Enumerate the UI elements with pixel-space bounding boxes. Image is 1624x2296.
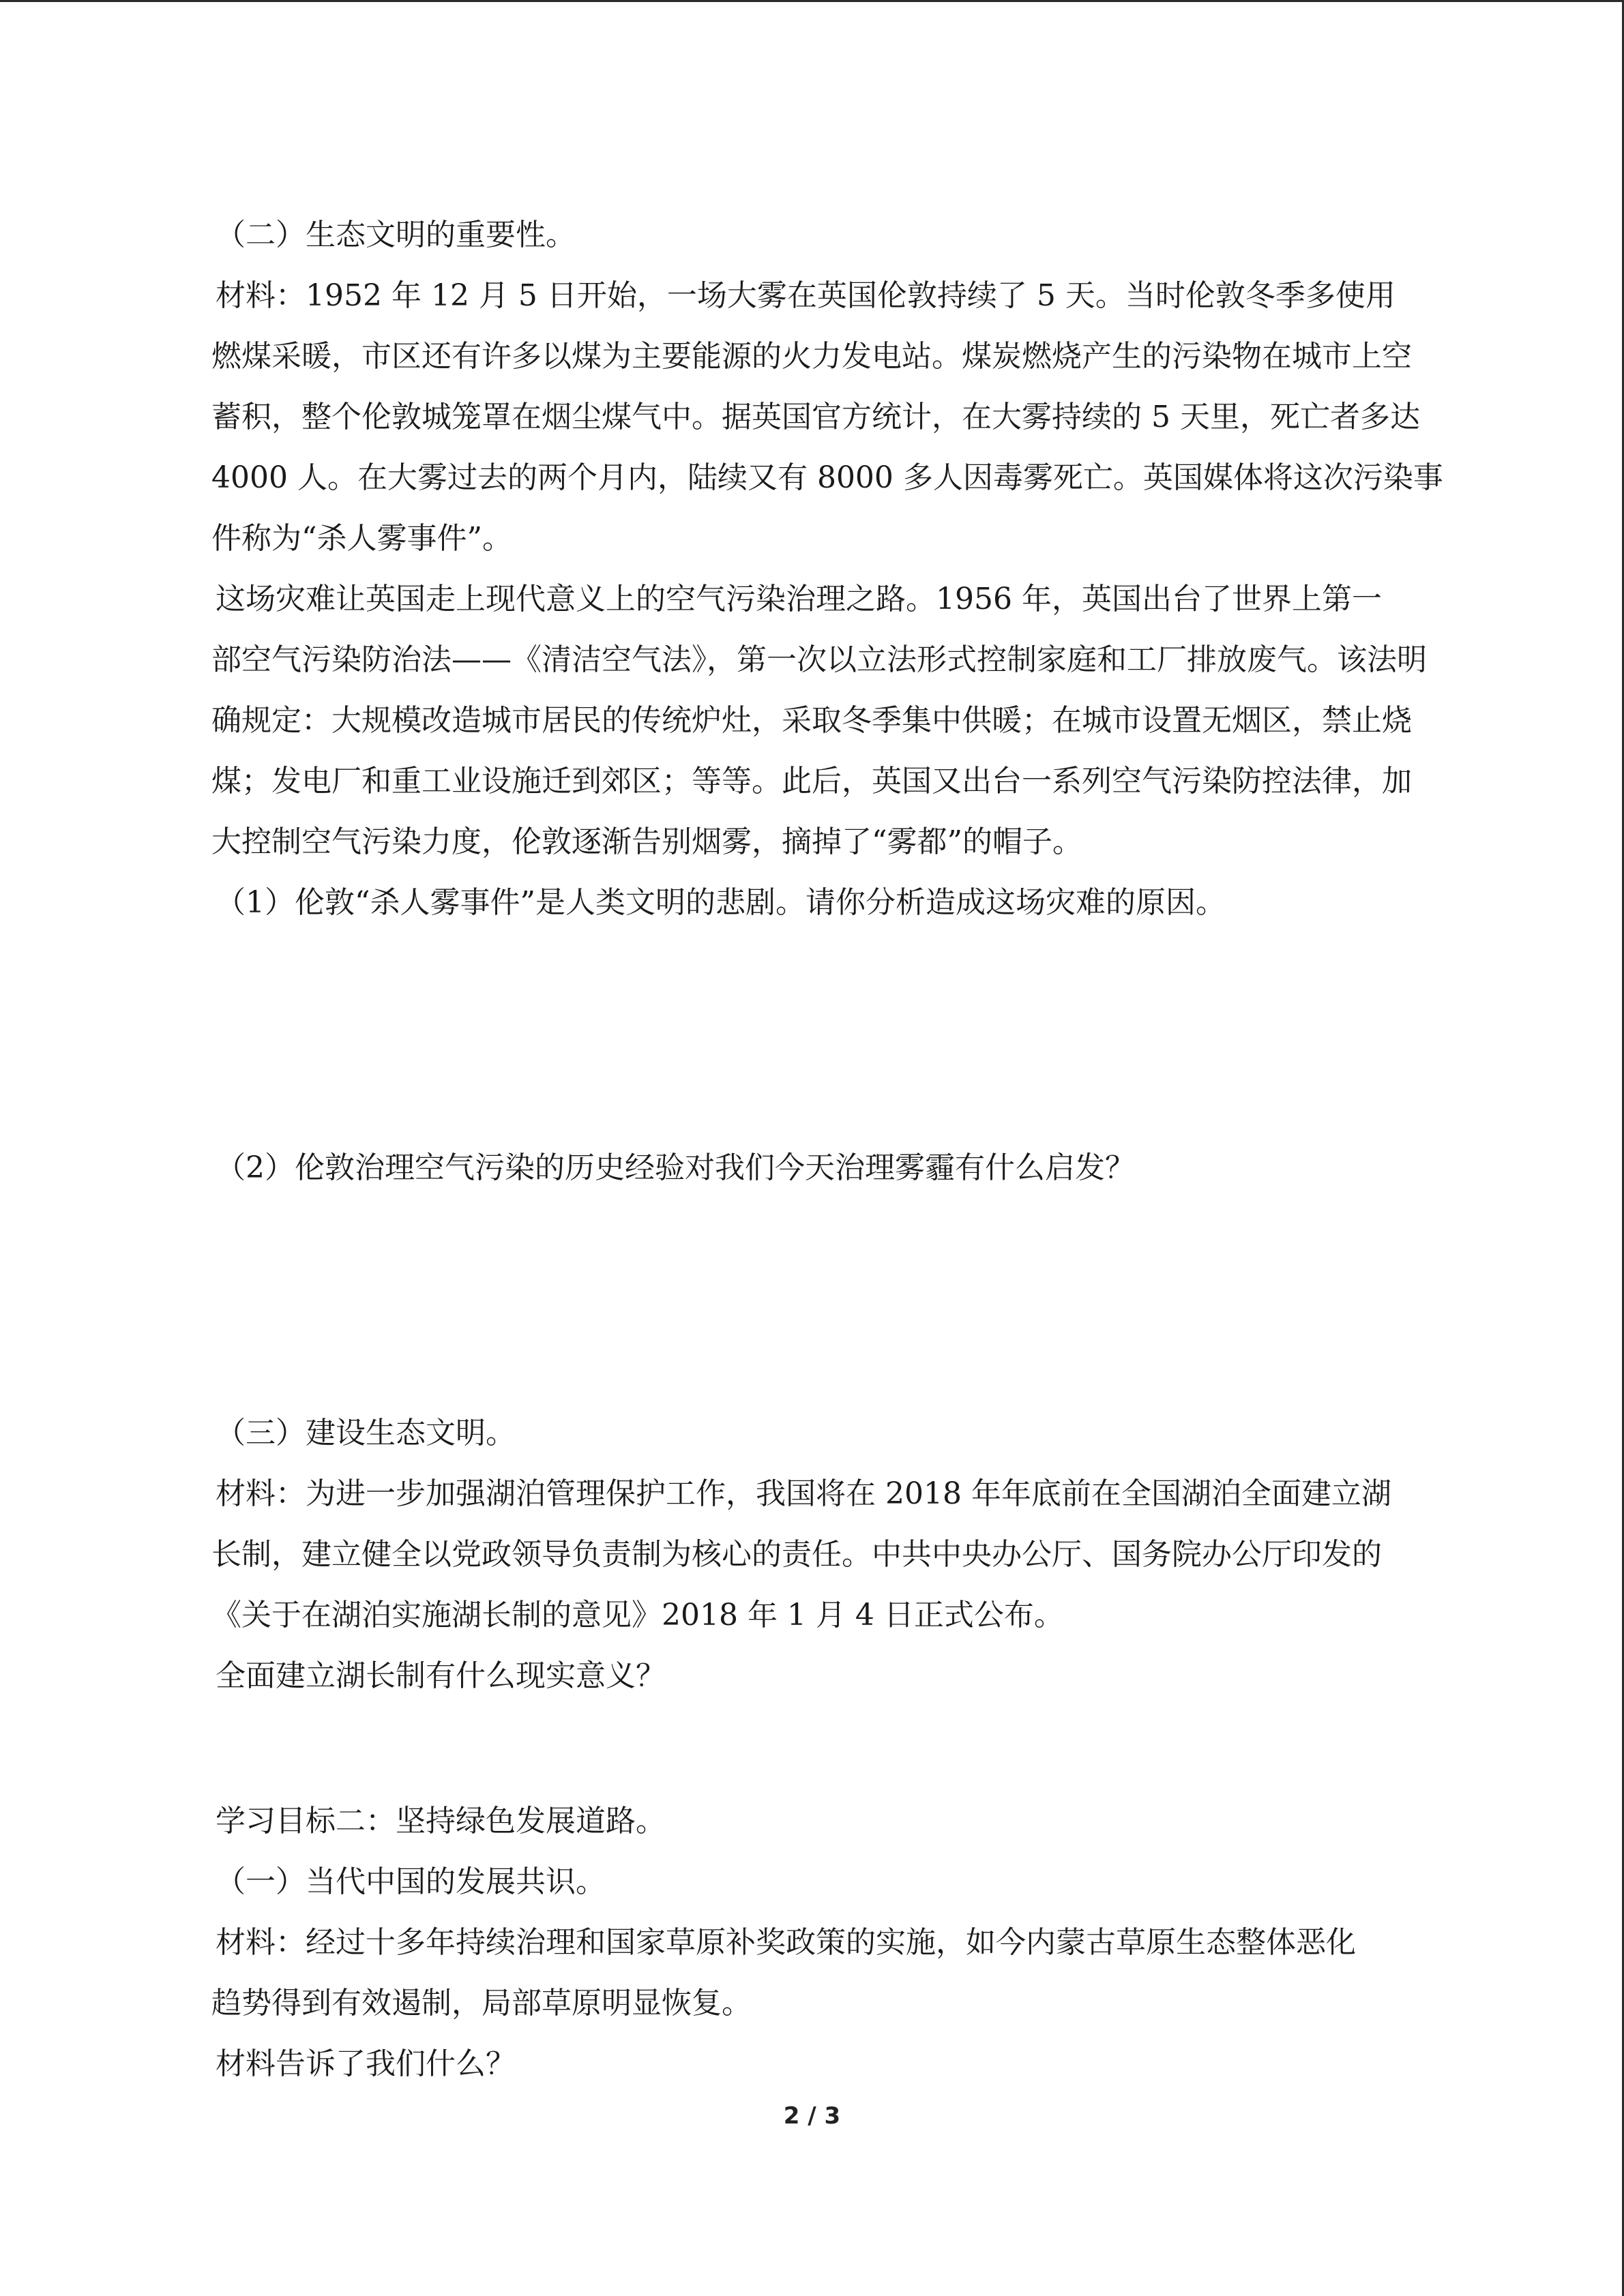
section3-material-line: 长制，建立健全以党政领导负责制为核心的责任。中共中央办公厅、国务院办公厅印发的: [211, 1537, 1382, 1572]
section2-paragraph2-line: 大控制空气污染力度，伦敦逐渐告别烟雾，摘掉了“雾都”的帽子。: [211, 824, 1082, 859]
section2-question-1: （1）伦敦“杀人雾事件”是人类文明的悲剧。请你分析造成这场灾难的原因。: [216, 885, 1226, 920]
section2-material-line: 件称为“杀人雾事件”。: [211, 521, 512, 556]
section2-material-line: 燃煤采暖，市区还有许多以煤为主要能源的火力发电站。煤炭燃烧产生的污染物在城市上空: [211, 339, 1412, 374]
goal2-material-line: 材料：经过十多年持续治理和国家草原补奖政策的实施，如今内蒙古草原生态整体恶化: [216, 1925, 1356, 1960]
section2-material-line: 材料：1952 年 12 月 5 日开始，一场大雾在英国伦敦持续了 5 天。当时伦敦冬季多使用: [216, 278, 1396, 313]
goal2-subheading: （一）当代中国的发展共识。: [216, 1864, 606, 1899]
section2-paragraph2-line: 煤；发电厂和重工业设施迁到郊区；等等。此后，英国又出台一系列空气污染防控法律，加: [211, 764, 1412, 799]
section3-question: 全面建立湖长制有什么现实意义？: [216, 1658, 666, 1693]
page-number: 2 / 3: [783, 2102, 841, 2130]
section2-material-line: 4000 人。在大雾过去的两个月内，陆续又有 8000 多人因毒雾死亡。英国媒体将这次污染事: [211, 460, 1443, 495]
section2-paragraph2-line: 确规定：大规模改造城市居民的传统炉灶，采取冬季集中供暖；在城市设置无烟区，禁止烧: [211, 703, 1412, 738]
answer-space: [211, 1706, 1480, 1791]
goal2-material-line: 趋势得到有效遏制，局部草原明显恢复。: [211, 1986, 752, 2021]
section3-material-line: 《关于在湖泊实施湖长制的意见》2018 年 1 月 4 日正式公布。: [211, 1598, 1064, 1632]
answer-space: [211, 933, 1480, 1137]
section2-material-line: 蓄积，整个伦敦城笼罩在烟尘煤气中。据英国官方统计，在大雾持续的 5 天里，死亡者多达: [211, 400, 1420, 434]
goal2-question: 材料告诉了我们什么？: [216, 2046, 516, 2081]
section2-paragraph2-line: 部空气污染防治法——《清洁空气法》，第一次以立法形式控制家庭和工厂排放废气。该法明: [211, 642, 1427, 677]
section2-question-2: （2）伦敦治理空气污染的历史经验对我们今天治理雾霾有什么启发？: [216, 1150, 1135, 1185]
document-body: [211, 205, 1480, 2094]
goal2-heading: 学习目标二：坚持绿色发展道路。: [216, 1804, 666, 1838]
section2-heading: （二）生态文明的重要性。: [216, 218, 576, 252]
section3-heading: （三）建设生态文明。: [216, 1416, 516, 1450]
answer-space: [211, 1198, 1480, 1403]
section2-paragraph2-line: 这场灾难让英国走上现代意义上的空气污染治理之路。1956 年，英国出台了世界上第一: [216, 582, 1382, 616]
page-border-top: [0, 0, 1624, 2]
section3-material-line: 材料：为进一步加强湖泊管理保护工作，我国将在 2018 年年底前在全国湖泊全面建立湖: [216, 1476, 1391, 1511]
